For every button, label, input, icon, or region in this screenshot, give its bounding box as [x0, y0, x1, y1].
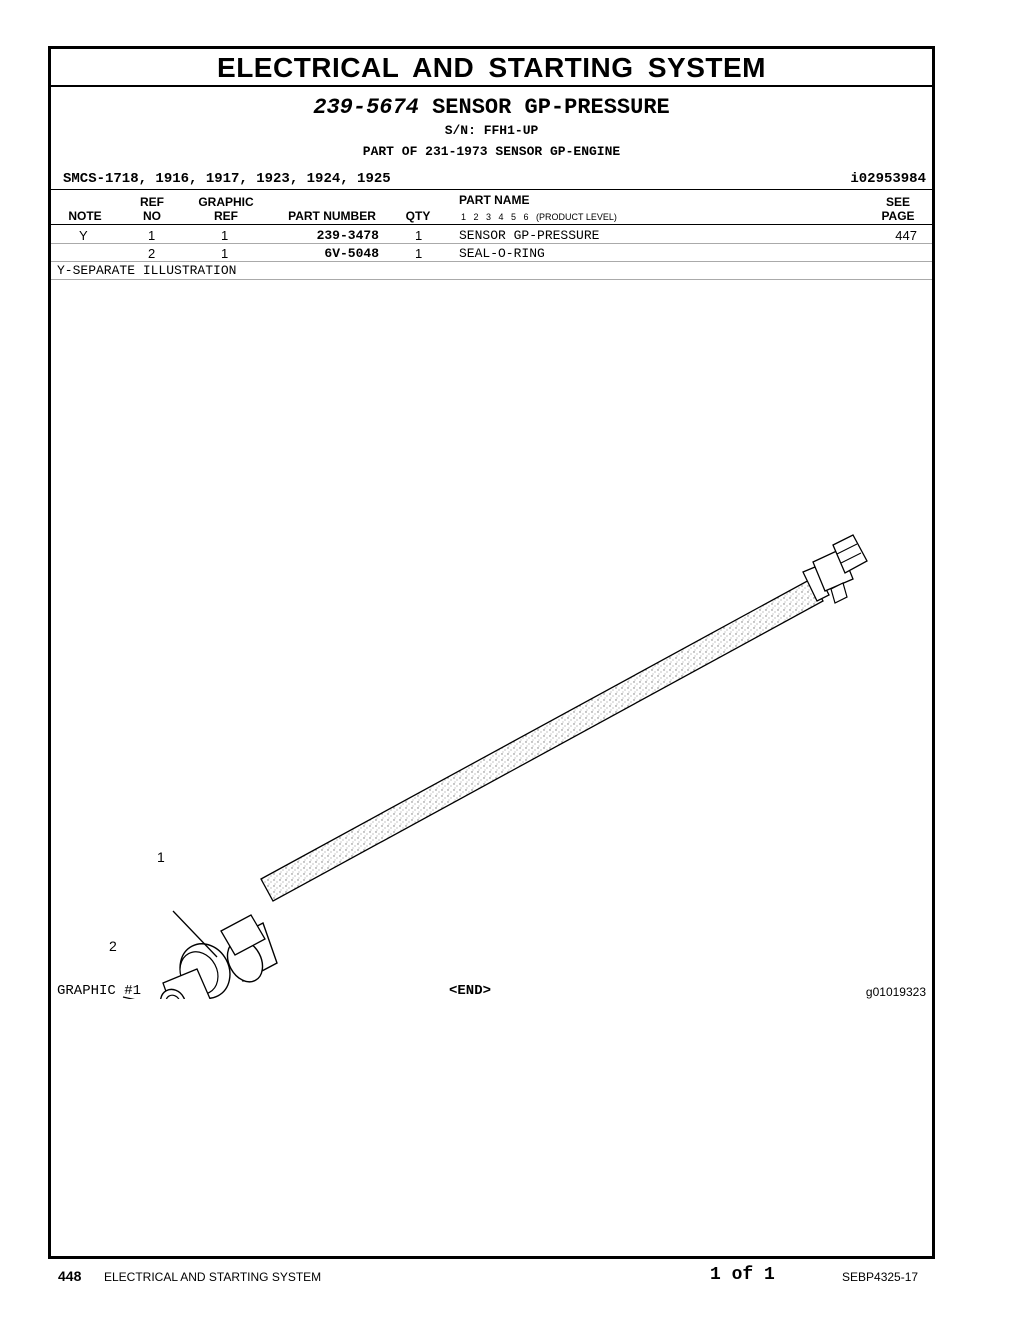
section-title-bar	[51, 49, 932, 87]
section-title: ELECTRICAL AND STARTING SYSTEM	[217, 52, 766, 83]
smcs-codes: SMCS-1718, 1916, 1917, 1923, 1924, 1925	[63, 171, 391, 187]
col-ref-bottom: NO	[143, 209, 161, 223]
row-graphic: 1	[221, 228, 229, 243]
col-note: NOTE	[68, 209, 102, 223]
group-part-name: SENSOR GP-PRESSURE	[432, 95, 670, 120]
col-product-level: 1 2 3 4 5 6 (PRODUCT LEVEL)	[461, 212, 617, 222]
col-ref-top: REF	[140, 195, 164, 209]
graphic-code: g01019323	[865, 985, 926, 999]
callout-1: 1	[157, 849, 165, 865]
row-ref: 2	[148, 246, 156, 261]
graphic-label: GRAPHIC #1	[57, 983, 142, 999]
row-qty: 1	[415, 228, 423, 243]
end-label: <END>	[449, 983, 492, 999]
footer-section: ELECTRICAL AND STARTING SYSTEM	[104, 1270, 322, 1284]
table-row	[51, 226, 932, 244]
connector-plug	[803, 535, 867, 603]
group-title	[51, 95, 932, 120]
parts-table-header	[51, 189, 932, 225]
footer-page-number: 448	[58, 1268, 82, 1284]
row-note: Y	[79, 228, 88, 243]
row-part-name: SENSOR GP-PRESSURE	[459, 228, 600, 243]
row-part-number[interactable]: 6V-5048	[324, 246, 379, 261]
footer-doc-id: SEBP4325-17	[842, 1270, 919, 1284]
page-frame	[48, 46, 935, 1259]
callout-2: 2	[109, 938, 117, 954]
row-part-number[interactable]: 239-3478	[316, 228, 379, 243]
row-ref: 1	[148, 228, 156, 243]
row-see-page[interactable]: 447	[895, 228, 917, 243]
table-footnote: Y-SEPARATE ILLUSTRATION	[57, 263, 237, 278]
col-graphic-bottom: REF	[214, 209, 238, 223]
col-see-bottom: PAGE	[881, 209, 915, 223]
col-qty: QTY	[405, 209, 431, 223]
table-row	[51, 244, 932, 262]
sensor-illustration	[51, 279, 932, 999]
part-of: PART OF 231-1973 SENSOR GP-ENGINE	[362, 144, 621, 159]
footer-page-of: 1 of 1	[710, 1265, 775, 1285]
col-graphic-top: GRAPHIC	[198, 195, 254, 209]
wire-harness-tube	[261, 579, 823, 901]
col-see-top: SEE	[885, 195, 910, 209]
serial-number: S/N: FFH1-UP	[444, 123, 539, 138]
row-part-name: SEAL-O-RING	[459, 246, 545, 261]
col-part-number: PART NUMBER	[288, 209, 376, 223]
row-graphic: 1	[221, 246, 229, 261]
col-part-name: PART NAME	[459, 193, 530, 207]
illustration-id: i02953984	[850, 171, 926, 187]
row-qty: 1	[415, 246, 423, 261]
group-part-number: 239-5674	[313, 95, 419, 120]
